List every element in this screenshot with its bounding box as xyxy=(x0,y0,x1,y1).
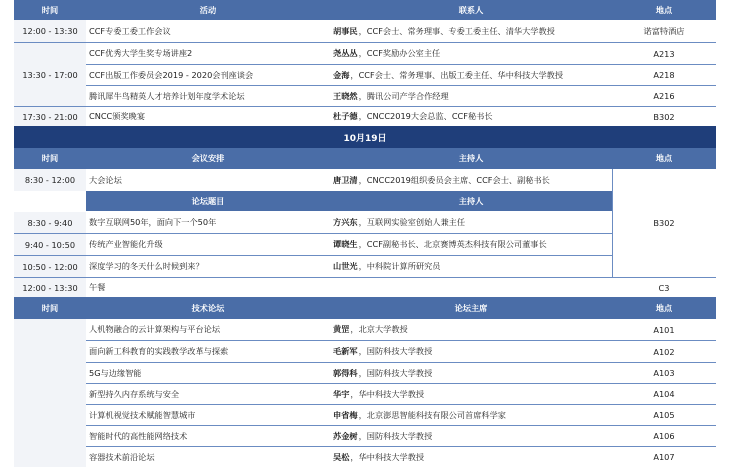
activity-cell: 传统产业智能化升级 xyxy=(89,239,163,249)
time-cell: 10:50 - 12:00 xyxy=(14,256,86,277)
contact-name: 金海 xyxy=(333,69,350,80)
chair-cell xyxy=(330,405,612,425)
header-meeting: 会议安排 xyxy=(86,148,330,169)
subheader-topic: 论坛题目 xyxy=(86,191,330,211)
chair-name: 华宇 xyxy=(333,388,350,399)
forum-cell: 人机物融合的云计算架构与平台论坛 xyxy=(89,324,221,334)
subheader-host: 主持人 xyxy=(330,191,612,211)
place-cell: B302 xyxy=(653,111,675,122)
header-contact: 联系人 xyxy=(330,0,612,20)
host-cell xyxy=(330,256,612,277)
place-cell-merged: B302 xyxy=(653,218,675,228)
chair-cell xyxy=(330,384,612,404)
forum-cell: 新型持久内存系统与安全 xyxy=(89,388,180,399)
chair-name: 申省梅 xyxy=(333,409,358,420)
contact-cell xyxy=(330,20,612,42)
chair-title: ，华中科技大学教授 xyxy=(350,388,425,399)
activity-cell: 数字互联网50年，面向下一个50年 xyxy=(89,217,217,227)
header-activity: 活动 xyxy=(86,0,330,20)
header-place: 地点 xyxy=(612,148,716,169)
contact-cell xyxy=(330,65,612,85)
contact-title: ，CCF会士、常务理事、出版工委主任、华中科技大学教授 xyxy=(350,69,564,80)
chair-title: ，国防科技大学教授 xyxy=(358,346,433,356)
header-place: 地点 xyxy=(612,297,716,319)
contact-cell xyxy=(330,43,612,64)
contact-cell xyxy=(330,107,612,126)
forum-cell: 计算机视觉技术赋能智慧城市 xyxy=(89,409,196,420)
date-banner: 10月19日 xyxy=(14,126,716,148)
chair-name: 郭得科 xyxy=(333,367,358,378)
chair-cell xyxy=(330,341,612,362)
header-time: 时间 xyxy=(14,297,86,319)
header-host: 主持人 xyxy=(330,148,612,169)
time-cell: 13:30 - 17:00 xyxy=(14,43,86,106)
activity-cell: CCF出版工作委员会2019 - 2020会刊座谈会 xyxy=(89,69,254,80)
time-cell: 8:30 - 9:40 xyxy=(14,212,86,233)
time-cell: 12:00 - 13:30 xyxy=(14,278,86,297)
chair-cell xyxy=(330,319,612,340)
host-name: 方兴东 xyxy=(333,217,358,227)
place-cell: A106 xyxy=(653,431,675,441)
time-cell: 8:30 - 12:00 xyxy=(14,169,86,191)
place-cell: A105 xyxy=(653,410,675,420)
time-cell: 12:00 - 13:30 xyxy=(14,20,86,42)
activity-cell: 大会论坛 xyxy=(89,174,122,185)
chair-name: 毛新军 xyxy=(333,346,358,356)
chair-cell xyxy=(330,447,612,467)
contact-title: ，CNCC2019大会总监、CCF秘书长 xyxy=(358,111,493,121)
place-cell: C3 xyxy=(658,282,670,293)
chair-name: 吴松 xyxy=(333,451,350,462)
place-cell: A213 xyxy=(653,48,675,59)
header-time: 时间 xyxy=(14,148,86,169)
host-name: 谭晓生 xyxy=(333,239,358,249)
contact-name: 杜子德 xyxy=(333,111,358,121)
host-title: ，CNCC2019组织委员会主席、CCF会士、副秘书长 xyxy=(358,174,550,185)
host-name: 山世光 xyxy=(333,261,358,271)
activity-cell: CCF专委工委工作会议 xyxy=(89,25,171,36)
header-place: 地点 xyxy=(612,0,716,20)
column-divider xyxy=(612,169,613,277)
contact-title: ，腾讯公司产学合作经理 xyxy=(358,90,449,101)
host-title: ，中科院计算所研究员 xyxy=(358,261,441,271)
place-cell: A218 xyxy=(653,70,675,80)
time-cell: 17:30 - 21:00 xyxy=(14,107,86,126)
chair-cell xyxy=(330,363,612,383)
place-cell: A216 xyxy=(653,91,675,101)
activity-cell: 午餐 xyxy=(89,282,106,292)
chair-name: 苏金树 xyxy=(333,430,358,441)
chair-name: 黄罡 xyxy=(333,324,350,334)
host-title: ，CCF副秘书长、北京赛博英杰科技有限公司董事长 xyxy=(358,239,547,249)
place-cell: A103 xyxy=(653,368,675,378)
host-cell xyxy=(330,234,612,255)
chair-cell xyxy=(330,426,612,446)
chair-title: ，华中科技大学教授 xyxy=(350,451,425,462)
forum-cell: 面向新工科教育的实践教学改革与探索 xyxy=(89,346,229,356)
host-cell xyxy=(330,169,612,191)
place-cell: 诺富特酒店 xyxy=(643,25,685,36)
contact-name: 胡事民 xyxy=(333,25,358,36)
chair-title: ，国防科技大学教授 xyxy=(358,430,433,441)
chair-title: ，北京澎思智能科技有限公司首席科学家 xyxy=(358,409,506,420)
chair-title: ，国防科技大学教授 xyxy=(358,367,433,378)
activity-cell: CNCC颁奖晚宴 xyxy=(89,111,146,121)
host-title: ，互联网实验室创始人兼主任 xyxy=(358,217,466,227)
contact-title: ，CCF奖励办公室主任 xyxy=(358,48,441,58)
place-cell: A102 xyxy=(653,346,675,357)
activity-cell: 深度学习的冬天什么时候到来？ xyxy=(89,261,204,271)
header-chair: 论坛主席 xyxy=(330,297,612,319)
time-cell: 9:40 - 10:50 xyxy=(14,234,86,255)
host-name: 唐卫清 xyxy=(333,174,358,185)
contact-name: 王晓然 xyxy=(333,90,358,101)
forum-cell: 5G与边缘智能 xyxy=(89,367,142,378)
contact-cell xyxy=(330,86,612,106)
activity-cell: 腾讯犀牛鸟精英人才培养计划年度学术论坛 xyxy=(89,90,245,101)
contact-name: 尧丛丛 xyxy=(333,48,358,58)
place-cell: A107 xyxy=(653,452,675,462)
host-cell xyxy=(330,212,612,233)
forum-cell: 容器技术前沿论坛 xyxy=(89,451,155,462)
contact-title: ，CCF会士、常务理事、专委工委主任、清华大学教授 xyxy=(358,25,555,36)
header-tech-forum: 技术论坛 xyxy=(86,297,330,319)
place-cell: A101 xyxy=(653,324,675,335)
place-cell: A104 xyxy=(653,389,675,399)
forum-cell: 智能时代的高性能网络技术 xyxy=(89,430,188,441)
activity-cell: CCF优秀大学生奖专场讲座2 xyxy=(89,48,193,58)
header-time: 时间 xyxy=(14,0,86,20)
chair-title: ，北京大学教授 xyxy=(350,324,408,334)
time-cell xyxy=(14,319,86,467)
